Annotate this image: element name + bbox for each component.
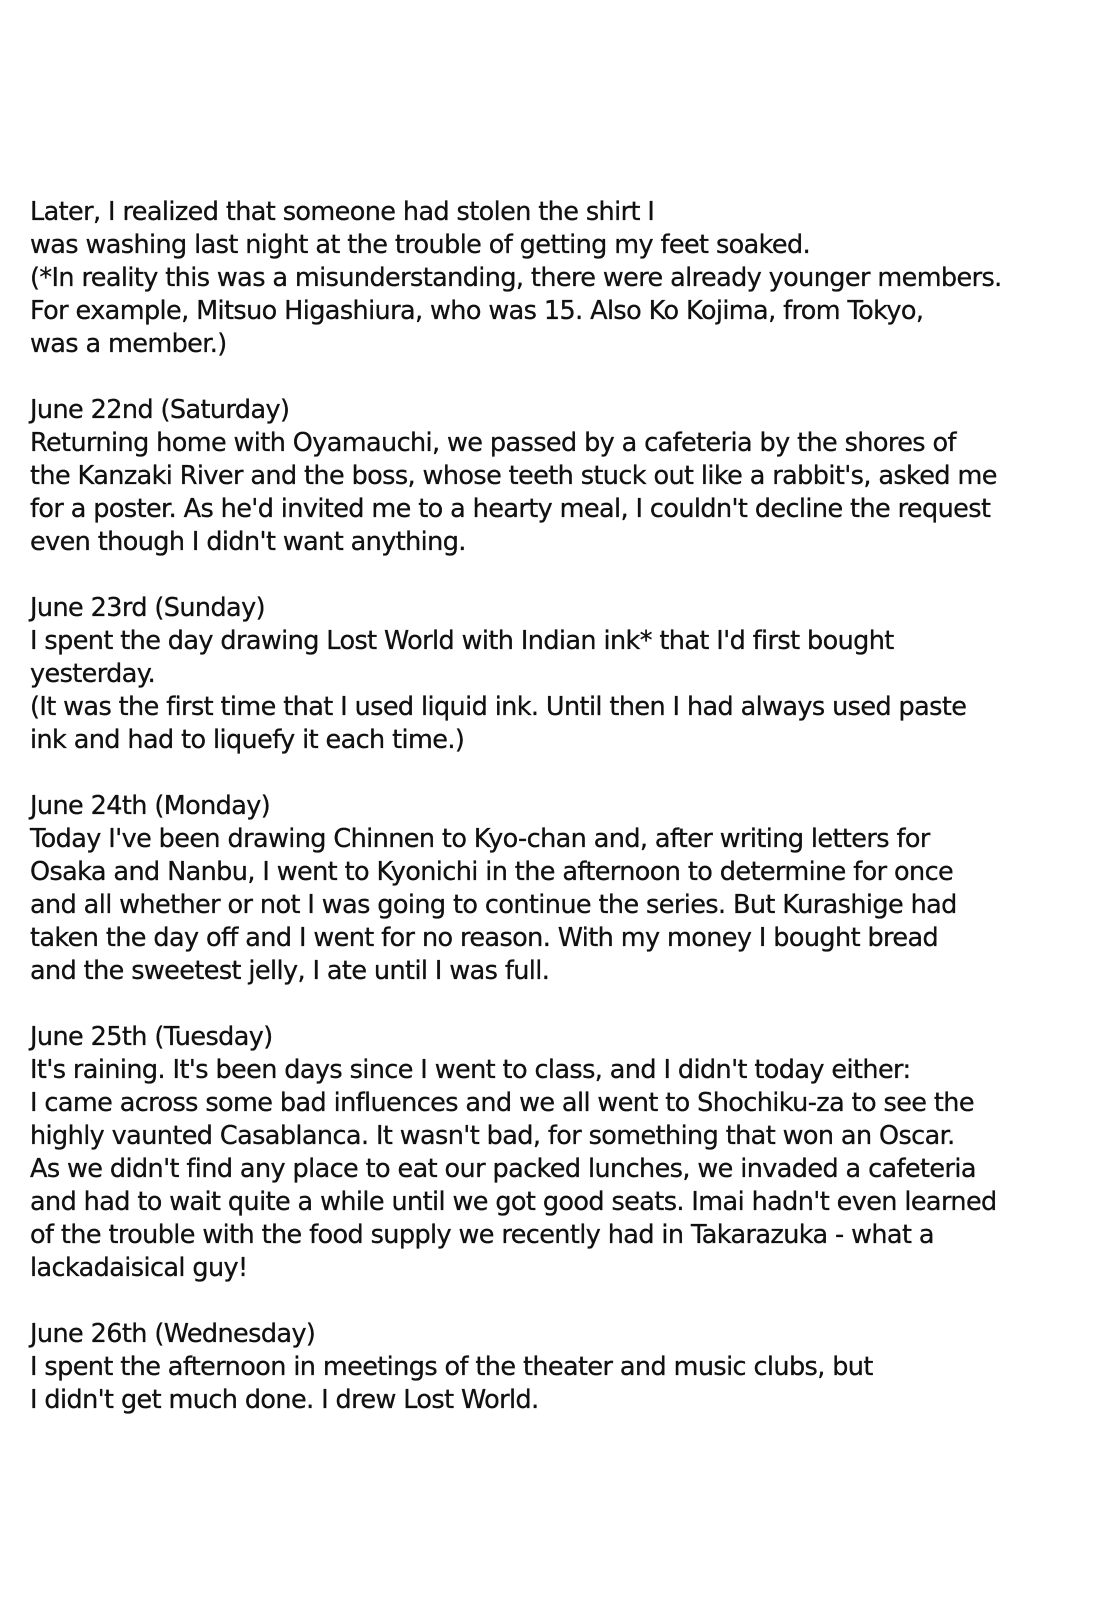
intro-paragraph (30, 196, 1070, 361)
text-line: yesterday. (30, 659, 156, 689)
paragraph-gap (30, 757, 1070, 790)
diary-entry-june-23 (30, 592, 1070, 757)
entry-date: June 26th (Wednesday) (30, 1319, 316, 1349)
entry-date: June 23rd (Sunday) (30, 593, 265, 623)
text-line: and had to wait quite a while until we got good seats. Imai hadn't even learned (30, 1187, 997, 1217)
text-line: For example, Mitsuo Higashiura, who was 15. Also Ko Kojima, from Tokyo, (30, 296, 924, 326)
text-line: the Kanzaki River and the boss, whose teeth stuck out like a rabbit's, asked me (30, 461, 997, 491)
text-line: even though I didn't want anything. (30, 527, 466, 557)
diary-entry-june-25 (30, 1021, 1070, 1285)
diary-entry-june-24 (30, 790, 1070, 988)
text-line: and all whether or not I was going to continue the series. But Kurashige had (30, 890, 957, 920)
entry-date: June 24th (Monday) (30, 791, 271, 821)
text-line: lackadaisical guy! (30, 1253, 248, 1283)
text-line: for a poster. As he'd invited me to a hearty meal, I couldn't decline the request (30, 494, 991, 524)
diary-entry-june-26 (30, 1318, 1070, 1417)
paragraph-gap (30, 559, 1070, 592)
entry-date: June 22nd (Saturday) (30, 395, 290, 425)
text-line: of the trouble with the food supply we recently had in Takarazuka - what a (30, 1220, 934, 1250)
paragraph-gap (30, 988, 1070, 1021)
text-line: Returning home with Oyamauchi, we passed by a cafeteria by the shores of (30, 428, 956, 458)
diary-text (30, 196, 1070, 1417)
text-line: ink and had to liquefy it each time.) (30, 725, 465, 755)
text-line: taken the day off and I went for no reason. With my money I bought bread (30, 923, 939, 953)
text-line: I spent the afternoon in meetings of the theater and music clubs, but (30, 1352, 873, 1382)
text-line: Today I've been drawing Chinnen to Kyo-chan and, after writing letters for (30, 824, 930, 854)
text-line: was washing last night at the trouble of getting my feet soaked. (30, 230, 811, 260)
diary-entry-june-22 (30, 394, 1070, 559)
text-line: I came across some bad influences and we all went to Shochiku-za to see the (30, 1088, 974, 1118)
text-line: Later, I realized that someone had stolen the shirt I (30, 197, 655, 227)
text-line: was a member.) (30, 329, 227, 359)
paragraph-gap (30, 1285, 1070, 1318)
text-line: highly vaunted Casablanca. It wasn't bad, for something that won an Oscar. (30, 1121, 955, 1151)
text-line: Osaka and Nanbu, I went to Kyonichi in the afternoon to determine for once (30, 857, 954, 887)
paragraph-gap (30, 361, 1070, 394)
text-line: (*In reality this was a misunderstanding, there were already younger members. (30, 263, 1002, 293)
text-line: I spent the day drawing Lost World with Indian ink* that I'd first bought (30, 626, 894, 656)
entry-date: June 25th (Tuesday) (30, 1022, 273, 1052)
text-line: (It was the first time that I used liquid ink. Until then I had always used paste (30, 692, 967, 722)
text-line: and the sweetest jelly, I ate until I was full. (30, 956, 550, 986)
text-line: It's raining. It's been days since I went to class, and I didn't today either: (30, 1055, 911, 1085)
text-line: As we didn't find any place to eat our packed lunches, we invaded a cafeteria (30, 1154, 976, 1184)
text-line: I didn't get much done. I drew Lost World. (30, 1385, 539, 1415)
